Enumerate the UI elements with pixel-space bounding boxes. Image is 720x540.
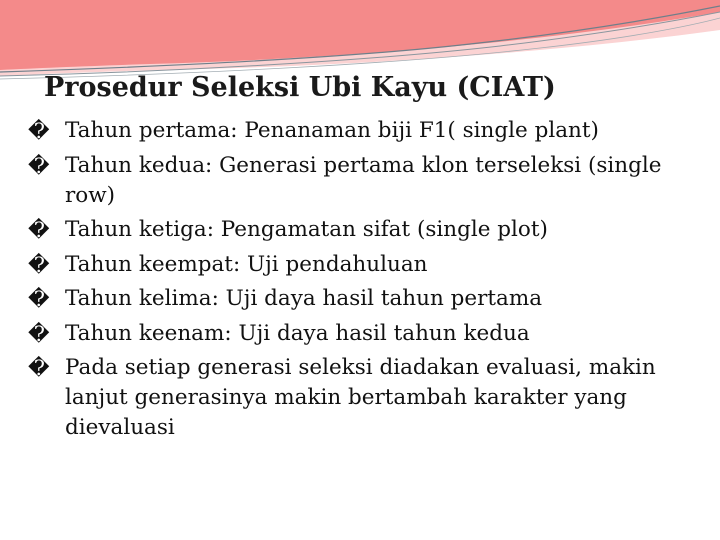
bullet-icon: � <box>28 356 50 380</box>
list-item <box>28 151 688 211</box>
bullet-text: Pada setiap generasi seleksi diadakan evaluasi, makin lanjut generasinya makin bertambah karakter yang dievaluasi <box>65 355 656 440</box>
bullet-text: Tahun keenam: Uji daya hasil tahun kedua <box>65 320 530 346</box>
bullet-text: Tahun kedua: Generasi pertama klon terseleksi (single row) <box>65 152 662 208</box>
bullet-text: Tahun pertama: Penanaman biji F1( single plant) <box>65 118 599 143</box>
bullet-text: Tahun kelima: Uji daya hasil tahun pertama <box>65 286 543 311</box>
bullet-text: Tahun keempat: Uji pendahuluan <box>65 251 428 277</box>
bullet-icon: � <box>28 321 50 346</box>
list-item <box>28 319 688 349</box>
slide-title: Prosedur Seleksi Ubi Kayu (CIAT) <box>44 72 556 103</box>
list-item <box>28 215 688 245</box>
bullet-icon: � <box>28 287 50 311</box>
list-item <box>28 353 688 443</box>
bullet-text: Tahun ketiga: Pengamatan sifat (single plot) <box>65 217 548 242</box>
bullet-icon: � <box>28 252 50 277</box>
bullet-icon: � <box>28 153 50 178</box>
list-item <box>28 116 688 146</box>
list-item <box>28 284 688 314</box>
bullet-icon: � <box>28 218 50 242</box>
list-item <box>28 250 688 280</box>
bullet-list <box>28 116 688 448</box>
header-decoration <box>0 0 720 80</box>
bullet-icon: � <box>28 119 50 143</box>
